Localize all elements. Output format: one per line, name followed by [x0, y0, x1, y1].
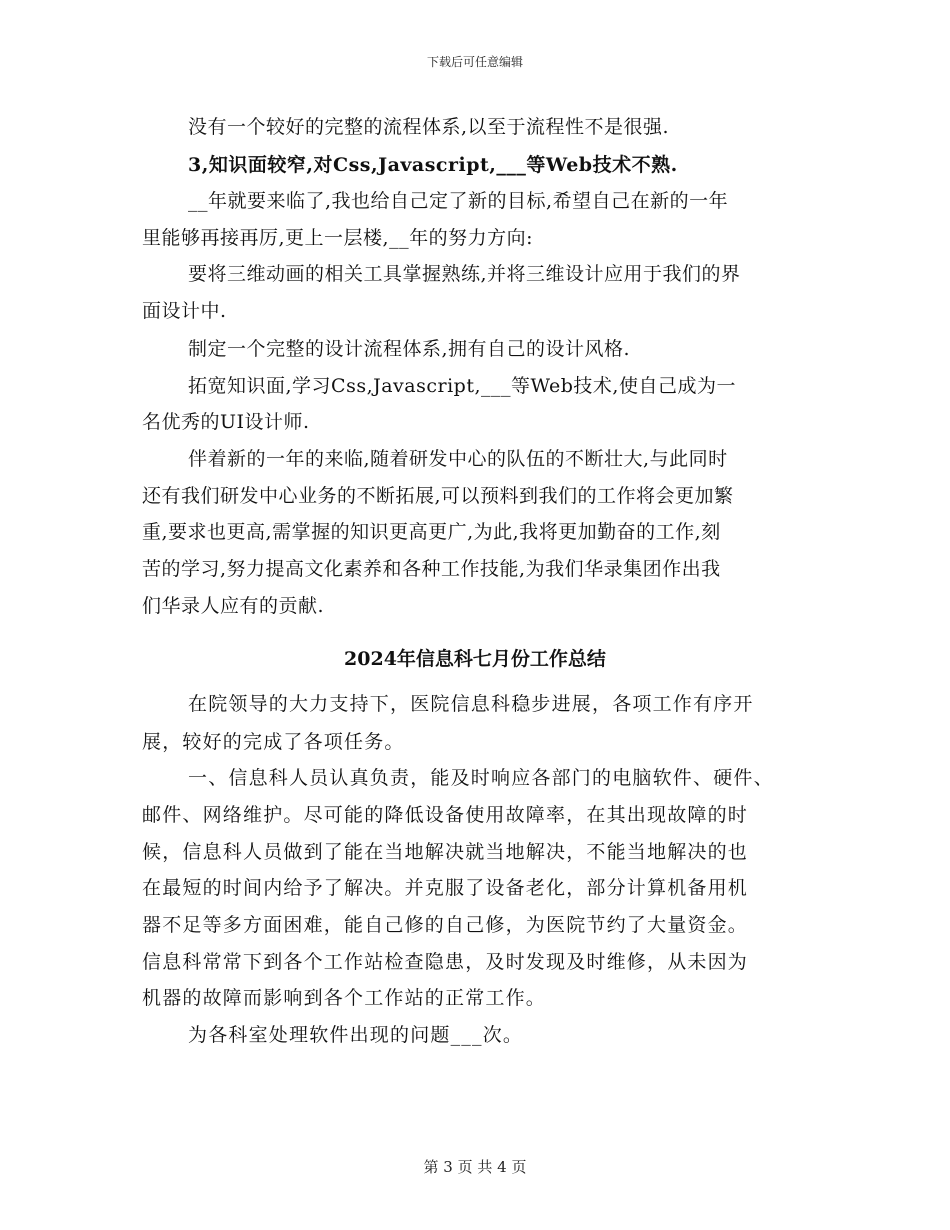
paragraph-line: 在院领导的大力支持下，医院信息科稳步进展，各项工作有序开	[188, 693, 754, 715]
paragraph-line: 要将三维动画的相关工具掌握熟练,并将三维设计应用于我们的界	[188, 263, 741, 285]
paragraph-line: 机器的故障而影响到各个工作站的正常工作。	[142, 987, 547, 1009]
paragraph-line: 重,要求也更高,需掌握的知识更高更广,为此,我将更加勤奋的工作,刻	[142, 521, 721, 543]
paragraph-line: 名优秀的UI设计师.	[142, 411, 310, 433]
paragraph-line: 制定一个完整的设计流程体系,拥有自己的设计风格.	[188, 338, 631, 360]
page-header: 下载后可任意编辑	[426, 55, 523, 69]
paragraph-line: 们华录人应有的贡献.	[142, 595, 325, 617]
paragraph-line: 展，较好的完成了各项任务。	[142, 731, 405, 753]
paragraph-line: 里能够再接再厉,更上一层楼,__年的努力方向:	[142, 227, 533, 249]
paragraph-line: 还有我们研发中心业务的不断拓展,可以预料到我们的工作将会更加繁	[142, 485, 734, 507]
paragraph-line: __年就要来临了,我也给自己定了新的目标,希望自己在新的一年	[188, 190, 729, 212]
paragraph-line: 在最短的时间内给予了解决。并克服了设备老化，部分计算机备用机	[142, 877, 749, 899]
paragraph-line: 器不足等多方面困难，能自己修的自己修，为医院节约了大量资金。	[142, 914, 749, 936]
paragraph-line: 信息科常常下到各个工作站检查隐患，及时发现及时维修，从未因为	[142, 951, 749, 973]
paragraph-line: 拓宽知识面,学习Css,Javascript,___等Web技术,使自己成为一	[188, 375, 736, 397]
paragraph-line: 邮件、网络维护。尽可能的降低设备使用故障率，在其出现故障的时	[142, 804, 749, 826]
paragraph-line: 面设计中.	[142, 300, 227, 322]
paragraph-line: 为各科室处理软件出现的问题___次。	[188, 1024, 524, 1046]
paragraph-line: 一、信息科人员认真负责，能及时响应各部门的电脑软件、硬件、	[188, 767, 774, 789]
paragraph-line: 伴着新的一年的来临,随着研发中心的队伍的不断壮大,与此同时	[188, 448, 728, 470]
paragraph-line: 候，信息科人员做到了能在当地解决就当地解决，不能当地解决的也	[142, 841, 749, 863]
page-footer: 第 3 页 共 4 页	[423, 1158, 527, 1176]
paragraph-line-bold: 3,知识面较窄,对Css,Javascript,___等Web技术不熟.	[188, 154, 678, 176]
paragraph-line: 没有一个较好的完整的流程体系,以至于流程性不是很强.	[188, 116, 670, 138]
section-title: 2024年信息科七月份工作总结	[344, 648, 606, 670]
paragraph-line: 苦的学习,努力提高文化素养和各种工作技能,为我们华录集团作出我	[142, 558, 721, 580]
